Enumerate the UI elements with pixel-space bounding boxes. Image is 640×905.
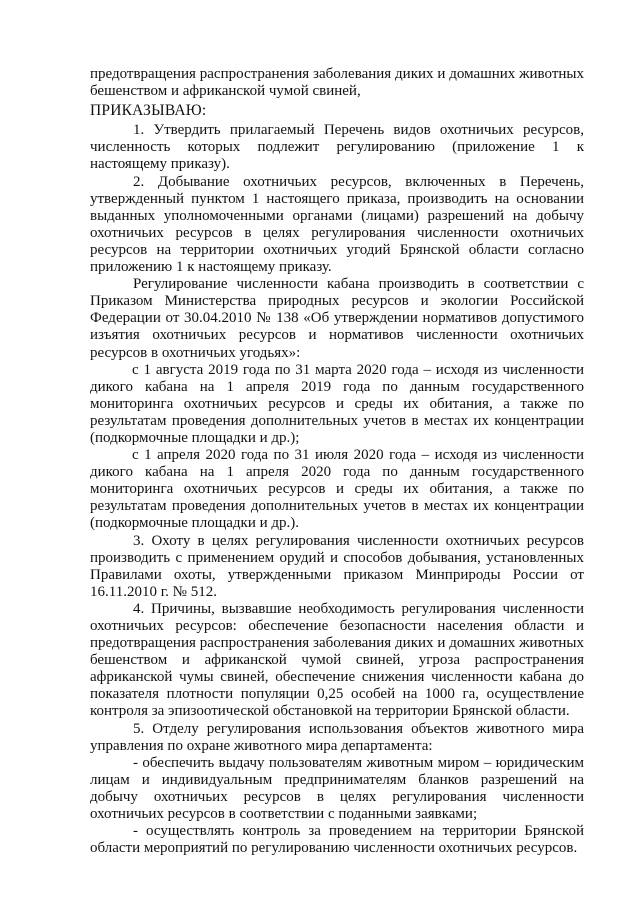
clause-5-item-1: - обеспечить выдачу пользователям животным миром – юридическим лицам и индивидуальным предпринимателям бланков разрешений на добычу охотничьих ресурсов в целях регулирования численности охотничьих ресурсов в соответствии с поданными заявками;	[90, 754, 584, 823]
clause-2: 2. Добывание охотничьих ресурсов, включенных в Перечень, утвержденный пунктом 1 настоящего приказа, производить на основании выданных уполномоченными органами (лицами) разрешений на добычу охотничьих ресурсов в целях регулирования численности охотничьих ресурсов на территории охотничьих угодий Брянской области согласно приложению 1 к настоящему приказу.	[90, 173, 584, 276]
clause-3: 3. Охоту в целях регулирования численности охотничьих ресурсов производить с применением орудий и способов добывания, установленных Правилами охоты, утвержденными приказом Минприроды России от 16.11.2010 г. № 512.	[90, 532, 584, 600]
period-1-paragraph: с 1 августа 2019 года по 31 марта 2020 года – исходя из численности дикого кабана на 1 апреля 2019 года по данным государственного мониторинга охотничьих ресурсов и среды их обитания, а также по результатам проведения дополнительных учетов в местах их концентрации (подкормочные площадки и др.);	[90, 361, 584, 446]
boar-regulation-paragraph: Регулирование численности кабана производить в соответствии с Приказом Министерства природных ресурсов и экологии Российской Федерации от 30.04.2010 № 138 «Об утверждении нормативов допустимого изъятия охотничьих ресурсов и нормативов численности охотничьих ресурсов в охотничьих угодьях»:	[90, 276, 584, 361]
order-heading: ПРИКАЗЫВАЮ:	[90, 102, 207, 120]
clause-4: 4. Причины, вызвавшие необходимость регулирования численности охотничьих ресурсов: обеспечение безопасности населения области и предотвращения распространения заболевания диких и домашних животных бешенством и африканской чумой свиней, угроза распространения африканской чумы свиней, обеспечение снижения численности кабана до показателя плотности популяции 0,25 особей на 1000 га, осуществление контроля за эпизоотической обстановкой на территории Брянской области.	[90, 600, 584, 720]
clause-5: 5. Отделу регулирования использования объектов животного мира управления по охране животного мира департамента:	[90, 720, 584, 754]
clause-5-item-2: - осуществлять контроль за проведением на территории Брянской области мероприятий по регулированию численности охотничьих ресурсов.	[90, 823, 584, 857]
period-2-paragraph: с 1 апреля 2020 года по 31 июля 2020 года – исходя из численности дикого кабана на 1 апреля 2020 года по данным государственного мониторинга охотничьих ресурсов и среды их обитания, а также по результатам проведения дополнительных учетов в местах их концентрации (подкормочные площадки и др.).	[90, 447, 584, 532]
intro-continuation: предотвращения распространения заболевания диких и домашних животных бешенством и африканской чумой свиней,	[90, 66, 584, 100]
clause-1: 1. Утвердить прилагаемый Перечень видов охотничьих ресурсов, численность которых подлежит регулированию (приложение 1 к настоящему приказу).	[90, 122, 584, 173]
